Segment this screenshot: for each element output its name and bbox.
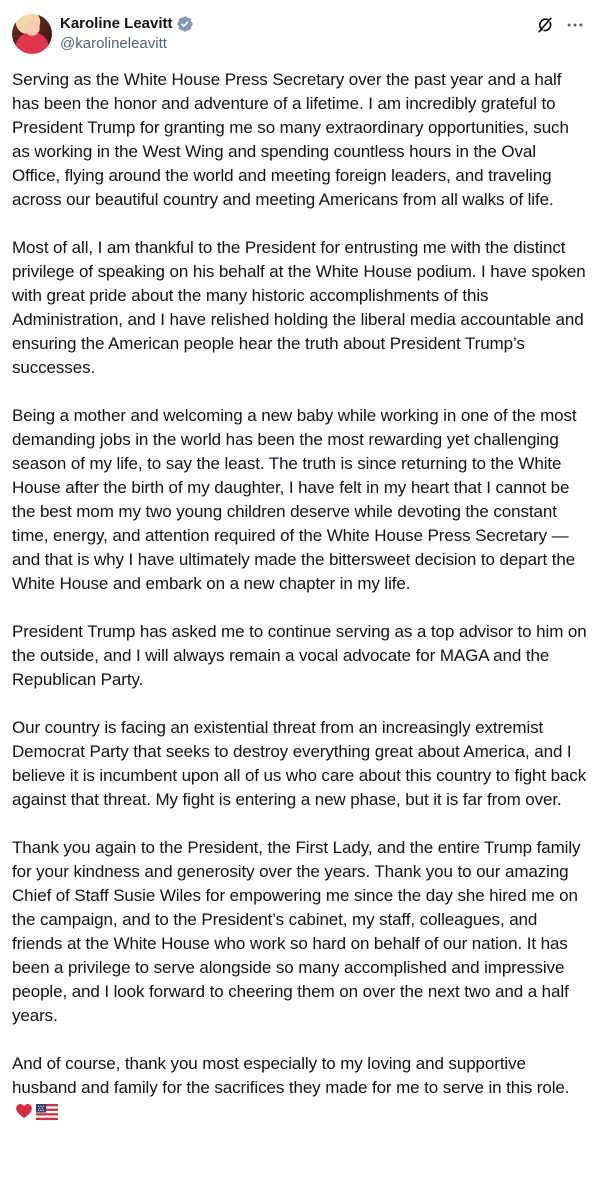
us-flag-emoji <box>36 1103 58 1127</box>
verified-badge-icon[interactable] <box>176 15 194 33</box>
red-heart-emoji <box>15 1102 33 1127</box>
handle[interactable]: @karolineleavitt <box>60 35 167 52</box>
tweet-paragraph: Being a mother and welcoming a new baby while working in one of the most demanding jobs in the world has been the most rewarding yet challenging season of my life, to say the least. The truth is since returning to the White House after the birth of my daughter, I have felt in my heart that I cannot be the best mom my two young children deserve while devoting the constant time, energy, and attention required of the White House Press Secretary — and that is why I have ultimately made the bittersweet decision to depart the White House and embark on a new chapter in my life. <box>12 406 577 593</box>
tweet-paragraph: Serving as the White House Press Secretary over the past year and a half has been the honor and adventure of a lifetime. I am incredibly grateful to President Trump for granting me so many extraordinary opportunities, such as working in the West Wing and spending countless hours in the Oval Office, flying around the world and meeting foreign leaders, and traveling across our beautiful country and meeting Americans from all walks of life. <box>12 70 569 209</box>
display-name-row <box>60 14 194 34</box>
display-name[interactable]: Karoline Leavitt <box>60 15 173 32</box>
avatar[interactable] <box>12 14 52 54</box>
more-options-icon[interactable] <box>562 12 588 38</box>
tweet-paragraph: President Trump has asked me to continue serving as a top advisor to him on the outside, and I will always remain a vocal advocate for MAGA and the Republican Party. <box>12 622 587 689</box>
tweet-paragraph-text: And of course, thank you most especially to my loving and supportive husband and family for the sacrifices they made for me to serve in this role. <box>12 1054 570 1097</box>
tweet-paragraph-last <box>12 1052 588 1127</box>
tweet-text <box>12 68 588 1127</box>
tweet-paragraph: Our country is facing an existential threat from an increasingly extremist Democrat Party that seeks to destroy everything great about America, and I believe it is incumbent upon all of us who care about this country to fight back against that threat. My fight is entering a new phase, but it is far from over. <box>12 718 587 809</box>
header-actions <box>532 12 588 38</box>
tweet-paragraph: Most of all, I am thankful to the President for entrusting me with the distinct privilege of speaking on his behalf at the White House podium. I have spoken with great pride about the many historic accomplishments of this Administration, and I have relished holding the liberal media accountable and ensuring the American people hear the truth about President Trump’s successes. <box>12 238 586 377</box>
author-info <box>60 14 194 54</box>
grok-icon[interactable] <box>532 12 558 38</box>
tweet-paragraph: Thank you again to the President, the First Lady, and the entire Trump family for your kindness and generosity over the years. Thank you to our amazing Chief of Staff Susie Wiles for empowering me since the day she hired me on the campaign, and to the President’s cabinet, my staff, colleagues, and friends at the White House who work so hard on behalf of our nation. It has been a privilege to serve alongside so many accomplished and impressive people, and I look forward to cheering them on over the next two and a half years. <box>12 838 581 1025</box>
tweet-header <box>12 12 588 56</box>
